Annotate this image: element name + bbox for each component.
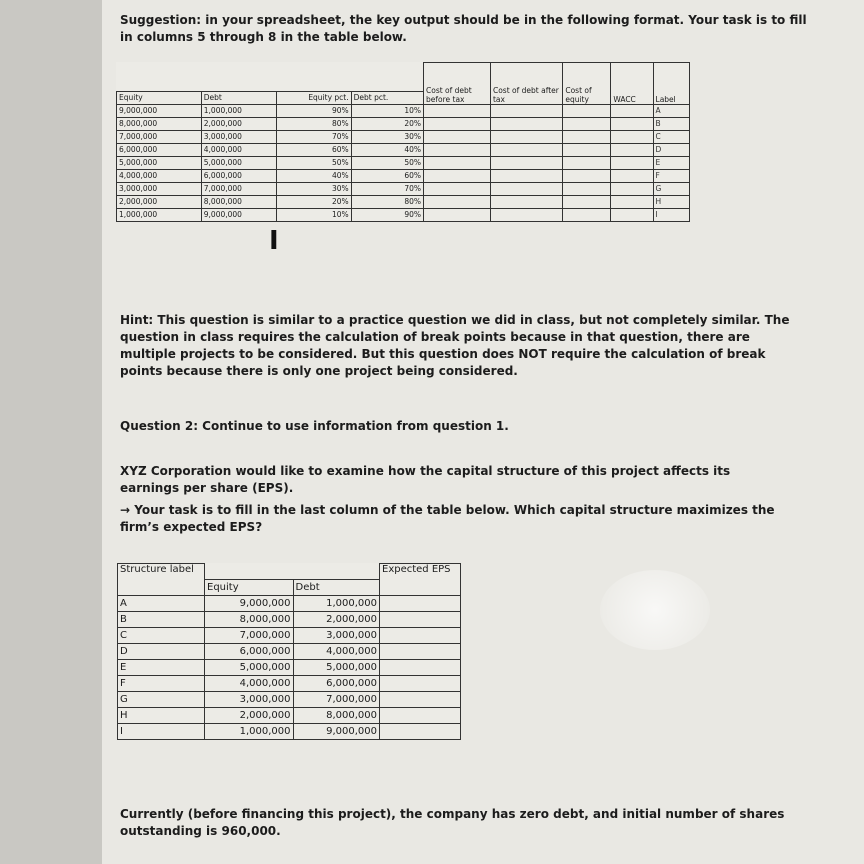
- table2-cell: E: [118, 659, 205, 675]
- table1-cell: G: [653, 182, 689, 195]
- table1-cell: 90%: [277, 104, 352, 117]
- table1-blank-header: [117, 63, 424, 92]
- table1-cell[interactable]: [611, 195, 653, 208]
- table1-cell: A: [653, 104, 689, 117]
- table1-cell[interactable]: [611, 208, 653, 221]
- table1-cell[interactable]: [490, 156, 562, 169]
- table1-cell: 2,000,000: [117, 195, 202, 208]
- table1-cell: 4,000,000: [201, 143, 276, 156]
- table1-row: [117, 104, 690, 117]
- table2-cell[interactable]: [380, 723, 461, 739]
- table2-cell: 5,000,000: [293, 659, 380, 675]
- table1-cell: D: [653, 143, 689, 156]
- table2-row: [118, 723, 461, 739]
- table1-row: [117, 130, 690, 143]
- table2-cell[interactable]: [380, 675, 461, 691]
- table1-cell[interactable]: [424, 182, 491, 195]
- table1-cell: 20%: [277, 195, 352, 208]
- table1-cell: 40%: [277, 169, 352, 182]
- question2-title: Question 2: Continue to use information from question 1.: [120, 419, 509, 433]
- table2-cell: 7,000,000: [205, 627, 294, 643]
- table2-blank-2: [293, 564, 380, 580]
- table1-cell[interactable]: [424, 156, 491, 169]
- table1-cell[interactable]: [424, 130, 491, 143]
- table1-cell[interactable]: [611, 156, 653, 169]
- table1-cell: 70%: [351, 182, 423, 195]
- table2-cell: 2,000,000: [293, 611, 380, 627]
- table2-cell: D: [118, 643, 205, 659]
- table1-header-wacc: WACC: [611, 63, 653, 105]
- table2-cell: B: [118, 611, 205, 627]
- table2-cell: 9,000,000: [293, 723, 380, 739]
- table1-cell[interactable]: [490, 195, 562, 208]
- table1-header-debt: Debt: [201, 91, 276, 104]
- table1-cell: 80%: [277, 117, 352, 130]
- table1-cell[interactable]: [424, 104, 491, 117]
- table1-cell: 40%: [351, 143, 423, 156]
- table1-header-cost-equity: Cost of equity: [563, 63, 611, 105]
- table1-row: [117, 143, 690, 156]
- table1-cell[interactable]: [563, 195, 611, 208]
- question2-task: → Your task is to fill in the last column of the table below. Which capital structure maximizes the firm’s expected EPS?: [120, 503, 775, 534]
- table1-cell[interactable]: [611, 182, 653, 195]
- table1-cell[interactable]: [424, 117, 491, 130]
- table2-cell: I: [118, 723, 205, 739]
- table2-cell: 4,000,000: [293, 643, 380, 659]
- table1-cell: C: [653, 130, 689, 143]
- table2-row: [118, 691, 461, 707]
- table1-cell: 30%: [277, 182, 352, 195]
- table2-cell: 1,000,000: [293, 595, 380, 611]
- table2-header-eps: Expected EPS: [380, 564, 461, 596]
- background-shade: [0, 0, 102, 864]
- table1-header-equity-pct: Equity pct.: [277, 91, 352, 104]
- table1-cell[interactable]: [424, 143, 491, 156]
- table1-cell: 1,000,000: [117, 208, 202, 221]
- suggestion-text: in your spreadsheet, the key output should be in the following format. Your task is to fill in columns 5 through 8 in the table below.: [120, 13, 807, 44]
- table2-cell: 3,000,000: [205, 691, 294, 707]
- question2-intro: XYZ Corporation would like to examine how the capital structure of this project affects its earnings per share (EPS).: [120, 464, 731, 495]
- table1-cell[interactable]: [490, 169, 562, 182]
- table1-cell: 3,000,000: [117, 182, 202, 195]
- table1-header-cost-debt-before: Cost of debt before tax: [424, 63, 491, 105]
- table1-header-debt-pct: Debt pct.: [351, 91, 423, 104]
- table1-cell[interactable]: [563, 169, 611, 182]
- table1-cell: 30%: [351, 130, 423, 143]
- suggestion-lead: Suggestion:: [120, 13, 202, 27]
- table1-cell[interactable]: [563, 208, 611, 221]
- table2-cell: 1,000,000: [205, 723, 294, 739]
- table2-cell: H: [118, 707, 205, 723]
- table1-cell[interactable]: [490, 130, 562, 143]
- table1-cell[interactable]: [611, 117, 653, 130]
- table2-cell[interactable]: [380, 643, 461, 659]
- table1-cell: 80%: [351, 195, 423, 208]
- suggestion-paragraph: [120, 12, 820, 46]
- table1-cell[interactable]: [490, 104, 562, 117]
- table1-cell: 90%: [351, 208, 423, 221]
- table2-cell: F: [118, 675, 205, 691]
- table2-row: [118, 707, 461, 723]
- table2-cell: A: [118, 595, 205, 611]
- table2-row: [118, 675, 461, 691]
- table1-cell[interactable]: [611, 169, 653, 182]
- table2-cell: 4,000,000: [205, 675, 294, 691]
- table1-cell: B: [653, 117, 689, 130]
- text-cursor-icon: I: [269, 226, 279, 256]
- table1-cell[interactable]: [424, 195, 491, 208]
- table1-row: [117, 182, 690, 195]
- table1-cell: E: [653, 156, 689, 169]
- table1-cell: 50%: [277, 156, 352, 169]
- table1-header-cost-debt-after: Cost of debt after tax: [490, 63, 562, 105]
- table2-blank-1: [205, 564, 294, 580]
- table1-cell: H: [653, 195, 689, 208]
- table1-cell: 5,000,000: [117, 156, 202, 169]
- table1-cell: 3,000,000: [201, 130, 276, 143]
- table1-cell: F: [653, 169, 689, 182]
- table1-cell[interactable]: [490, 143, 562, 156]
- table1-cell: 4,000,000: [117, 169, 202, 182]
- table1-row: [117, 195, 690, 208]
- table2-cell[interactable]: [380, 611, 461, 627]
- table1-cell: 6,000,000: [117, 143, 202, 156]
- table2-cell[interactable]: [380, 707, 461, 723]
- table2-cell: 6,000,000: [293, 675, 380, 691]
- table1-cell: 6,000,000: [201, 169, 276, 182]
- table1-cell[interactable]: [490, 208, 562, 221]
- table2-cell: C: [118, 627, 205, 643]
- table1-row: [117, 208, 690, 221]
- table1-cell: 60%: [351, 169, 423, 182]
- table2-cell: 9,000,000: [205, 595, 294, 611]
- table1-cell: 10%: [351, 104, 423, 117]
- table1-cell: 2,000,000: [201, 117, 276, 130]
- table1-cell: 7,000,000: [117, 130, 202, 143]
- table1-cell[interactable]: [611, 143, 653, 156]
- table2-row: [118, 659, 461, 675]
- table1-cell[interactable]: [611, 130, 653, 143]
- table2-cell: 5,000,000: [205, 659, 294, 675]
- table2-row: [118, 627, 461, 643]
- table2-cell: 3,000,000: [293, 627, 380, 643]
- light-glare: [600, 570, 710, 650]
- table1-cell: 9,000,000: [117, 104, 202, 117]
- table1-row: [117, 169, 690, 182]
- table1-header-label: Label: [653, 63, 689, 105]
- table1-cell: 50%: [351, 156, 423, 169]
- table1-cell[interactable]: [563, 182, 611, 195]
- table2-header-debt: Debt: [293, 579, 380, 595]
- table2-cell: 7,000,000: [293, 691, 380, 707]
- table2-cell: 8,000,000: [293, 707, 380, 723]
- table1-cell[interactable]: [424, 208, 491, 221]
- table2-header-equity: Equity: [205, 579, 294, 595]
- table1-cell[interactable]: [424, 169, 491, 182]
- table1-cell[interactable]: [490, 182, 562, 195]
- wacc-table: [116, 62, 690, 222]
- table1-cell[interactable]: [563, 143, 611, 156]
- table1-cell: 70%: [277, 130, 352, 143]
- table2-row: [118, 611, 461, 627]
- table1-cell[interactable]: [563, 130, 611, 143]
- table1-cell[interactable]: [563, 117, 611, 130]
- table1-cell: 7,000,000: [201, 182, 276, 195]
- eps-table: [117, 563, 461, 740]
- table2-cell[interactable]: [380, 691, 461, 707]
- table1-cell: 20%: [351, 117, 423, 130]
- footer-paragraph: Currently (before financing this project), the company has zero debt, and initial number of shares outstanding is 960,000.: [120, 807, 785, 838]
- table1-cell: 10%: [277, 208, 352, 221]
- table2-row: [118, 595, 461, 611]
- table2-cell: 8,000,000: [205, 611, 294, 627]
- table2-cell: G: [118, 691, 205, 707]
- table1-cell: I: [653, 208, 689, 221]
- table1-row: [117, 156, 690, 169]
- table1-cell: 8,000,000: [201, 195, 276, 208]
- table1-cell: 5,000,000: [201, 156, 276, 169]
- table2-cell[interactable]: [380, 659, 461, 675]
- table1-cell[interactable]: [563, 104, 611, 117]
- hint-paragraph: Hint: This question is similar to a practice question we did in class, but not completely similar. The question in class requires the calculation of break points because in that question, there are multiple projects to be considered. But this question does NOT require the calculation of break points because there is only one project being considered.: [120, 313, 790, 378]
- table1-header-equity: Equity: [117, 91, 202, 104]
- table2-cell[interactable]: [380, 595, 461, 611]
- table1-cell: 8,000,000: [117, 117, 202, 130]
- table1-cell[interactable]: [563, 156, 611, 169]
- table2-cell[interactable]: [380, 627, 461, 643]
- table1-cell[interactable]: [611, 104, 653, 117]
- table1-cell: 1,000,000: [201, 104, 276, 117]
- table1-row: [117, 117, 690, 130]
- table2-cell: 6,000,000: [205, 643, 294, 659]
- table1-cell: 9,000,000: [201, 208, 276, 221]
- table2-header-structure: Structure label: [118, 564, 205, 596]
- table2-cell: 2,000,000: [205, 707, 294, 723]
- table1-cell[interactable]: [490, 117, 562, 130]
- table2-row: [118, 643, 461, 659]
- table1-cell: 60%: [277, 143, 352, 156]
